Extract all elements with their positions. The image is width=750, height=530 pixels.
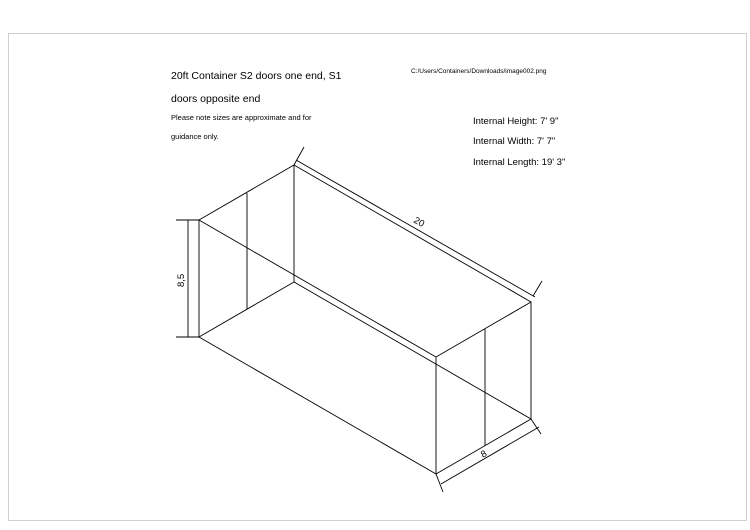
width-tick-end [531,419,541,434]
disclaimer-line-2: guidance only. [171,132,219,141]
container-top-face [199,165,531,357]
container-back-edges [199,165,531,419]
height-dimension-label: 8,5 [176,273,187,287]
container-title-line-2: doors opposite end [171,93,261,105]
internal-width-label: Internal Width: 7' 7" [473,136,556,147]
internal-length-label: Internal Length: 19' 3" [473,157,566,168]
file-path-label: C:/Users/Containers/Downloads/image002.png [411,68,547,75]
length-tick-end [533,281,542,296]
length-dimension-line [296,160,535,297]
length-tick-start [294,147,304,165]
length-dimension-label: 20 [411,215,427,230]
container-title-line-1: 20ft Container S2 doors one end, S1 [171,70,342,82]
width-dimension-label: 8 [479,448,490,461]
width-dimension-line [441,427,539,484]
disclaimer-line-1: Please note sizes are approximate and for [171,113,312,122]
internal-height-label: Internal Height: 7' 9" [473,116,559,127]
